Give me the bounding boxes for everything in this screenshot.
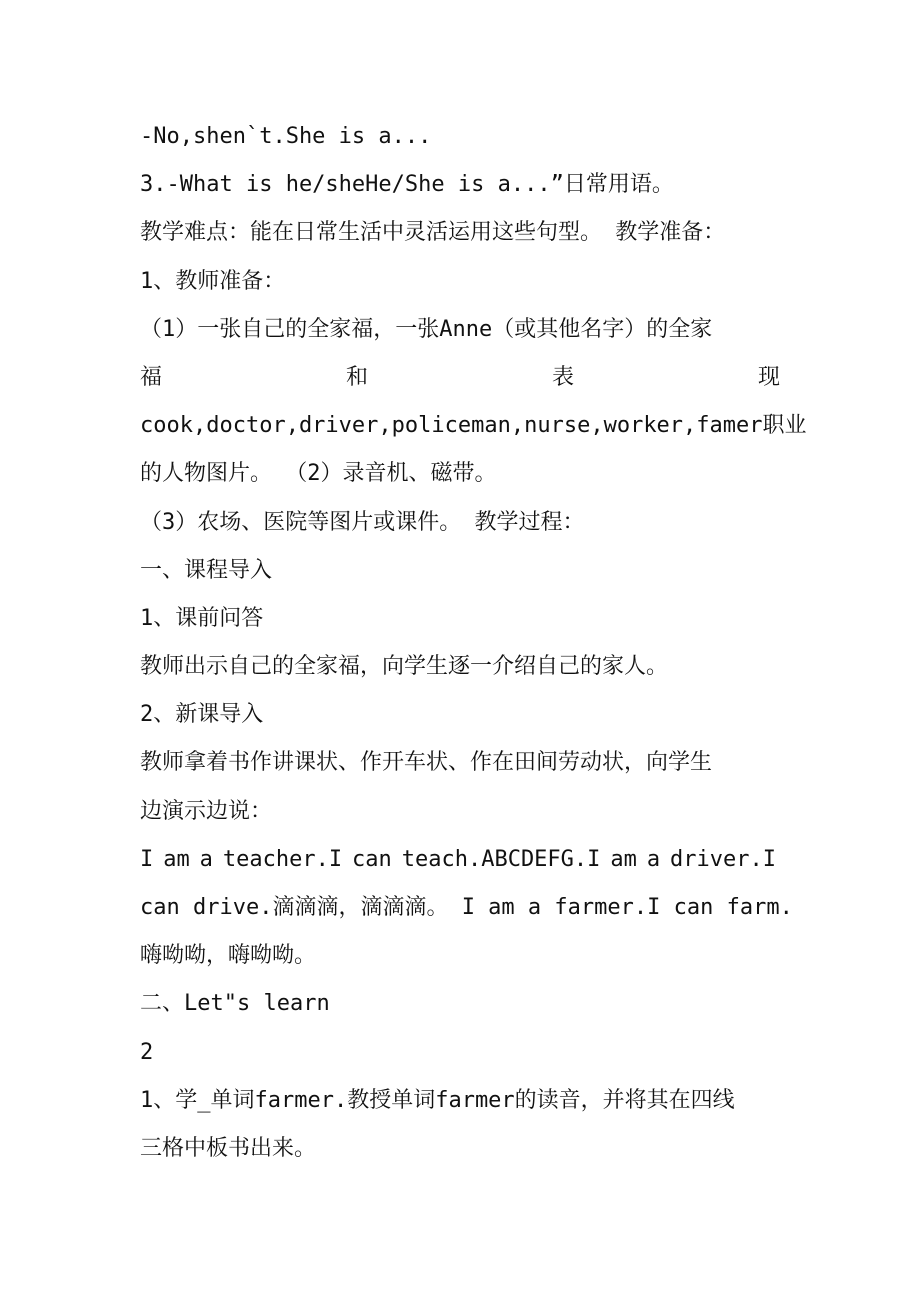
text-line: 嗨呦呦，嗨呦呦。 [140,943,317,969]
page-number: 2 [140,1039,154,1065]
spread-char: 现 [757,364,780,390]
text-line: 3.-What is he/sheHe/She is a...”日常用语。 [140,172,674,198]
text-line: cook,doctor,driver,policeman,nurse,worker,famer职业 [140,413,807,439]
spread-text-line [140,354,780,402]
word: teacher.I [222,846,343,872]
text-line: 1、教师准备： [140,268,286,294]
word: a [646,846,661,872]
word: am [610,846,637,872]
section-heading: 二、Let"s learn [140,991,330,1017]
section-heading: 一、课程导入 [140,557,273,583]
spread-char: 福 [140,364,163,390]
word: am [163,846,190,872]
text-line: 边演示边说： [140,798,273,824]
text-line: 1、学_单词farmer.教授单词farmer的读音，并将其在四线 [140,1087,735,1113]
word: a [199,846,213,872]
word: I [140,846,154,872]
document-body [140,113,807,1173]
text-line: （1）一张自己的全家福，一张Anne（或其他名字）的全家 [140,316,713,342]
text-line: can drive.滴滴滴，滴滴滴。 I am a farmer.I can farm. [140,895,793,920]
text-line: 教师出示自己的全家福，向学生逐一介绍自己的家人。 [140,654,669,680]
word: driver.I [670,846,776,872]
text-line: 1、课前问答 [140,605,264,631]
text-line: 教师拿着书作讲课状、作开车状、作在田间劳动状，向学生 [140,750,713,776]
text-line: 2、新课导入 [140,702,264,728]
spread-char: 表 [551,364,574,390]
text-line: -No,shen`t.She is a... [140,124,432,149]
text-line: 的人物图片。 （2）录音机、磁带。 [140,461,497,487]
justified-text-line [140,836,776,884]
text-line: （3）农场、医院等图片或课件。 教学过程： [140,509,585,535]
word: can [352,846,392,872]
text-line: 教学难点：能在日常生活中灵活运用这些句型。 教学准备： [140,220,726,246]
spread-char: 和 [345,364,368,390]
text-line: 三格中板书出来。 [140,1135,317,1161]
word: teach.ABCDEFG.I [401,846,601,872]
